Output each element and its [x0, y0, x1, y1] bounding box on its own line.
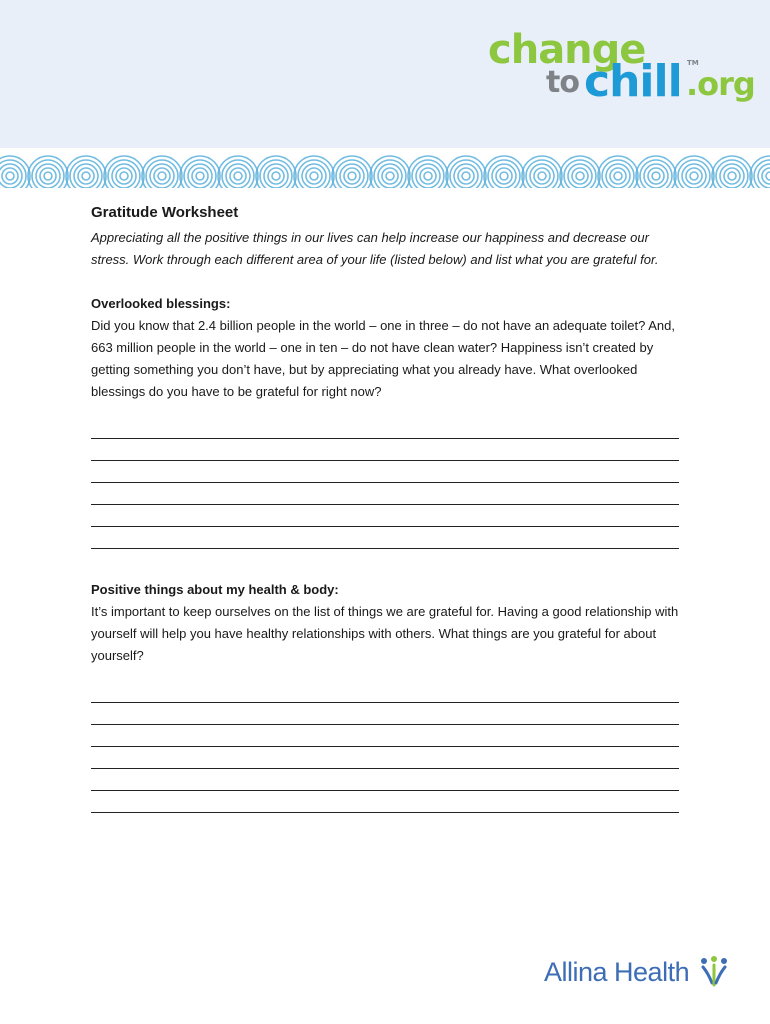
answer-line[interactable] [91, 681, 679, 703]
swirl-pattern-icon [0, 148, 770, 188]
logo-word-change: change [488, 27, 646, 73]
answer-lines-overlooked-blessings [91, 417, 679, 549]
answer-line[interactable] [91, 791, 679, 813]
logo-trademark: TM [687, 59, 699, 67]
section-body-health-body: It’s important to keep ourselves on the list of things we are grateful for. Having a good relationship with yourself will help you have healthy relationships with others. What things are you grateful for about yourself? [91, 604, 679, 663]
answer-line[interactable] [91, 527, 679, 549]
answer-line[interactable] [91, 439, 679, 461]
answer-line[interactable] [91, 703, 679, 725]
answer-line[interactable] [91, 725, 679, 747]
logo-word-to: to [546, 65, 579, 100]
swirl-wave-band [0, 148, 770, 188]
worksheet-intro: Appreciating all the positive things in our lives can help increase our happiness and decrease our stress. Work through each different area of your life (listed below) and list what you are grateful for. [91, 230, 659, 267]
answer-line[interactable] [91, 505, 679, 527]
allina-health-logo [544, 955, 734, 989]
answer-line[interactable] [91, 747, 679, 769]
worksheet-title: Gratitude Worksheet [91, 204, 239, 221]
section-heading-overlooked-blessings: Overlooked blessings: [91, 296, 231, 311]
section-body-overlooked-blessings: Did you know that 2.4 billion people in the world – one in three – do not have an adequate toilet? And, 663 million people in the world – one in ten – do not have clean water? Happiness isn’t created by getting something you don’t have, but by appreciating what you already have. What overlooked blessings do you have to be grateful for right now? [91, 318, 675, 399]
answer-line[interactable] [91, 417, 679, 439]
answer-line[interactable] [91, 461, 679, 483]
answer-line[interactable] [91, 769, 679, 791]
change-to-chill-logo [488, 27, 755, 110]
header-band [0, 0, 770, 148]
answer-line[interactable] [91, 483, 679, 505]
allina-people-mark-icon [699, 955, 729, 989]
logo-word-chill: chill [584, 56, 682, 107]
allina-health-wordmark: Allina Health [544, 957, 690, 987]
worksheet-content [91, 204, 679, 813]
section-heading-health-body: Positive things about my health & body: [91, 582, 339, 597]
logo-word-org: .org [686, 65, 755, 103]
answer-lines-health-body [91, 681, 679, 813]
